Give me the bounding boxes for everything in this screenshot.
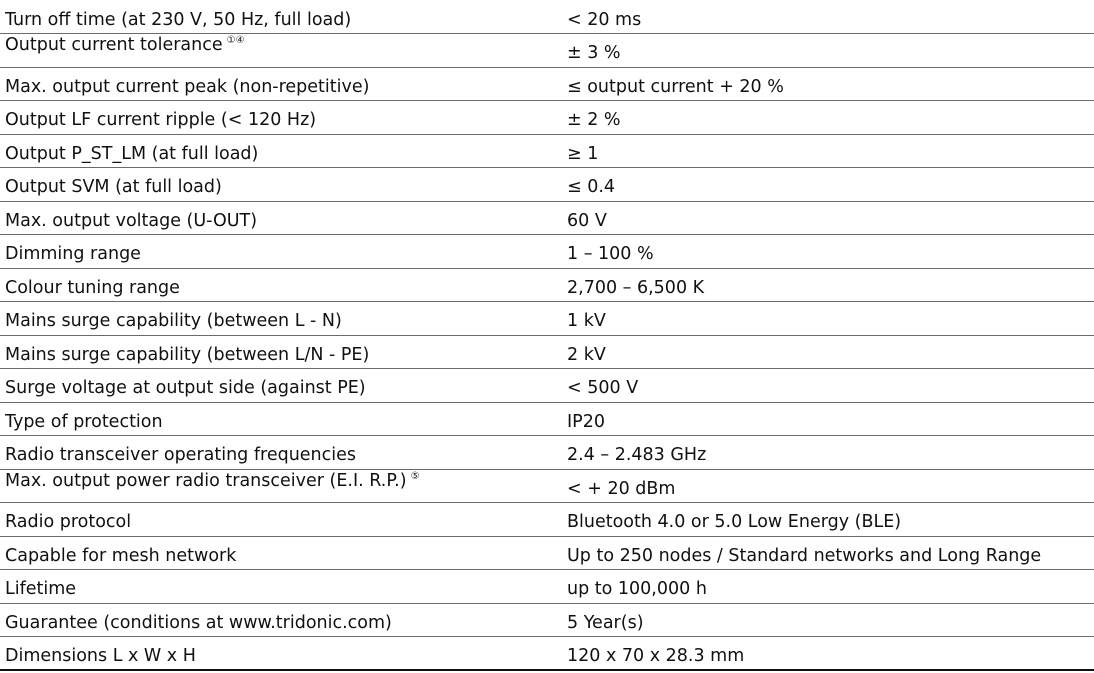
row-value: ≤ output current + 20 % bbox=[567, 67, 1094, 101]
row-label: Dimming range bbox=[0, 235, 567, 269]
table-row bbox=[0, 67, 1094, 101]
table-row bbox=[0, 268, 1094, 302]
row-label: Output LF current ripple (< 120 Hz) bbox=[0, 101, 567, 135]
row-label: Max. output power radio transceiver (E.I. R.P.) ⑤ bbox=[0, 469, 567, 503]
row-value: 2,700 – 6,500 K bbox=[567, 268, 1094, 302]
row-label: Mains surge capability (between L - N) bbox=[0, 302, 567, 336]
table-row bbox=[0, 637, 1094, 671]
row-label: Mains surge capability (between L/N - PE) bbox=[0, 335, 567, 369]
row-value: ± 3 % bbox=[567, 34, 1094, 68]
row-value: 2.4 – 2.483 GHz bbox=[567, 436, 1094, 470]
table-row bbox=[0, 536, 1094, 570]
table-row bbox=[0, 503, 1094, 537]
row-label: Max. output voltage (U-OUT) bbox=[0, 201, 567, 235]
row-value: Bluetooth 4.0 or 5.0 Low Energy (BLE) bbox=[567, 503, 1094, 537]
table-row bbox=[0, 201, 1094, 235]
table-row bbox=[0, 235, 1094, 269]
row-value: Up to 250 nodes / Standard networks and Long Range bbox=[567, 536, 1094, 570]
row-label: Output SVM (at full load) bbox=[0, 168, 567, 202]
footnote-marker: ⑤ bbox=[410, 470, 420, 482]
table-row bbox=[0, 603, 1094, 637]
table-row bbox=[0, 34, 1094, 68]
table-row bbox=[0, 101, 1094, 135]
row-value: ≤ 0.4 bbox=[567, 168, 1094, 202]
row-value: 60 V bbox=[567, 201, 1094, 235]
table-row bbox=[0, 469, 1094, 503]
row-label: Radio transceiver operating frequencies bbox=[0, 436, 567, 470]
row-value: 1 – 100 % bbox=[567, 235, 1094, 269]
row-value: ≥ 1 bbox=[567, 134, 1094, 168]
row-value: IP20 bbox=[567, 402, 1094, 436]
table-row bbox=[0, 402, 1094, 436]
table-row bbox=[0, 369, 1094, 403]
table-row bbox=[0, 436, 1094, 470]
row-label: Max. output current peak (non-repetitive) bbox=[0, 67, 567, 101]
row-value: 120 x 70 x 28.3 mm bbox=[567, 637, 1094, 671]
row-label: Capable for mesh network bbox=[0, 536, 567, 570]
row-value: ± 2 % bbox=[567, 101, 1094, 135]
row-label: Lifetime bbox=[0, 570, 567, 604]
row-value: 5 Year(s) bbox=[567, 603, 1094, 637]
row-label: Surge voltage at output side (against PE) bbox=[0, 369, 567, 403]
row-label: Output current tolerance ①④ bbox=[0, 34, 567, 68]
row-label: Guarantee (conditions at www.tridonic.com) bbox=[0, 603, 567, 637]
row-value: up to 100,000 h bbox=[567, 570, 1094, 604]
row-label: Turn off time (at 230 V, 50 Hz, full load) bbox=[0, 0, 567, 34]
row-label: Type of protection bbox=[0, 402, 567, 436]
table-row bbox=[0, 335, 1094, 369]
table-row bbox=[0, 302, 1094, 336]
row-value: < 500 V bbox=[567, 369, 1094, 403]
row-label: Output P_ST_LM (at full load) bbox=[0, 134, 567, 168]
row-label: Radio protocol bbox=[0, 503, 567, 537]
row-value: 1 kV bbox=[567, 302, 1094, 336]
row-value: 2 kV bbox=[567, 335, 1094, 369]
row-label: Dimensions L x W x H bbox=[0, 637, 567, 671]
footnote-marker: ①④ bbox=[226, 35, 245, 46]
table-row bbox=[0, 134, 1094, 168]
row-value: < + 20 dBm bbox=[567, 469, 1094, 503]
row-value: < 20 ms bbox=[567, 0, 1094, 34]
table-row bbox=[0, 0, 1094, 34]
table-row bbox=[0, 168, 1094, 202]
row-label: Colour tuning range bbox=[0, 268, 567, 302]
table-row bbox=[0, 570, 1094, 604]
